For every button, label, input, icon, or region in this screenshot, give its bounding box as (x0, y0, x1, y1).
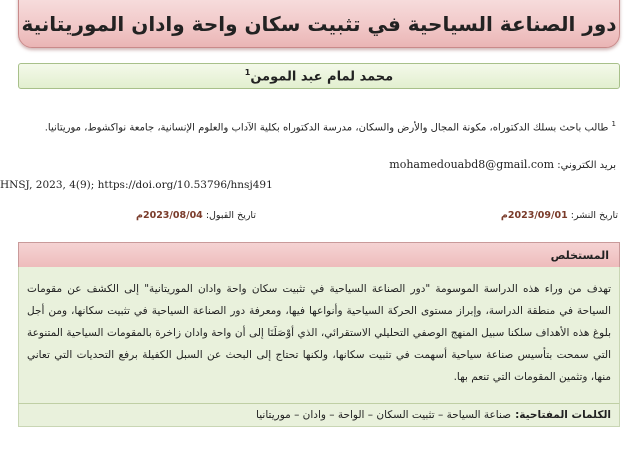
affiliation-mark: 1 (611, 120, 616, 128)
keywords-label: الكلمات المفتاحية: (515, 409, 611, 421)
abstract-heading: المستخلص (550, 248, 609, 262)
published-date (501, 210, 618, 221)
accepted-label: تاريخ القبول: (205, 210, 256, 221)
author-name-line (245, 68, 393, 84)
keywords-line (18, 403, 620, 427)
abstract-heading-bar (18, 242, 620, 268)
accepted-value: 2023/08/04م (136, 210, 203, 221)
keywords-value: صناعة السياحة – تثبيت السكان – الواحة – وادان – موريتانيا (256, 409, 512, 421)
email-label: بريد الكتروني: (557, 160, 616, 171)
email-address[interactable]: mohamedouabd8@gmail.com (389, 158, 555, 171)
author-affiliation-mark: 1 (244, 67, 251, 77)
accepted-date (136, 210, 256, 221)
email-line (20, 158, 616, 171)
author-name: محمد لمام عبد المومن (250, 69, 394, 85)
title-banner (18, 0, 620, 48)
abstract-body (18, 267, 620, 403)
affiliation-text: طالب باحث بسلك الدكتوراه، مكونة المجال والأرض والسكان، مدرسة الدكتوراه بكلية الآداب والعلوم الإنسانية، جامعة نواكشوط، موريتانيا. (44, 122, 609, 134)
published-value: 2023/09/01م (500, 210, 568, 221)
author-box (18, 63, 620, 89)
paper-title: دور الصناعة السياحية في تثبيت سكان واحة وادان الموريتانية (21, 12, 617, 36)
published-label: تاريخ النشر: (570, 210, 618, 221)
abstract-text: تهدف من وراء هذه الدراسة الموسومة "دور الصناعة السياحية في تثبيت سكان واحة وادان الموريتانية" إلى الكشف عن مقومات السياحة في منطقة الدراسة، وإبراز مستوى الحركة السياحية وأنواعها فيها، ومعرفة دور الصناعة السياحية في تثبيت سكانها، ومن أجل بلوغ هذه الأهداف سلكنا سبيل المنهج الوصفي التحليلي الاستقرائي، الذي أوْصَلَنَا إلى أن واحة وادان زاخرة بالمقومات السياحية المتنوعة التي سمحت بتأسيس صناعة سياحية أسهمت في تثبيت سكانها، ولكنها تحتاج إلى البحث عن السبل الكفيلة برفع التحديات التي تعاني منها، وتثمين المقومات التي تنعم بها. (27, 283, 611, 383)
citation: HNSJ, 2023, 4(9); https://doi.org/10.53796/hnsj491 (0, 179, 273, 191)
affiliation (20, 113, 616, 139)
